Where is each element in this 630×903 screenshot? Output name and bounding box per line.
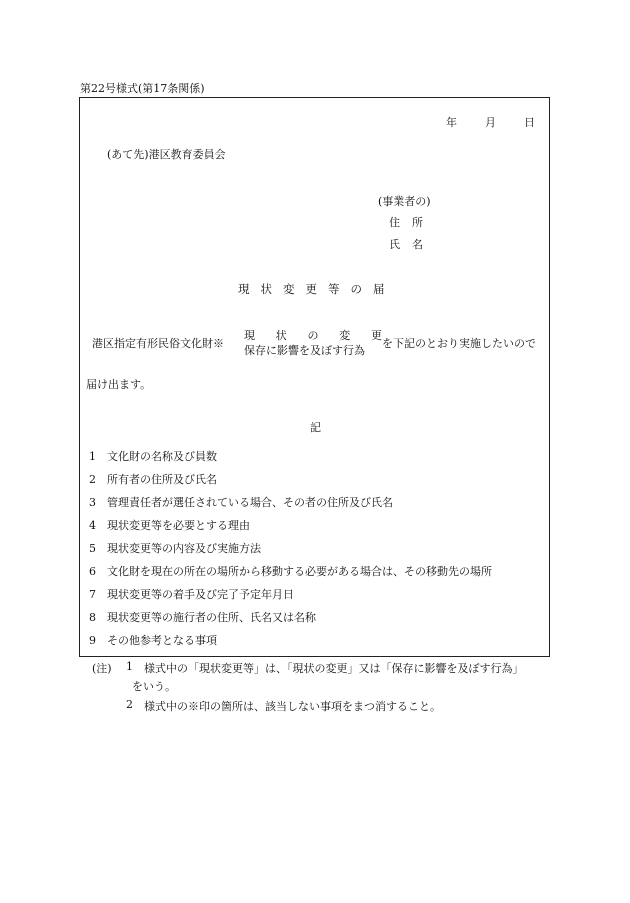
list-item: 9 その他参考となる事項 bbox=[89, 634, 217, 647]
date-year: 年 bbox=[446, 116, 457, 129]
list-item: 4 現状変更等を必要とする理由 bbox=[89, 519, 250, 532]
option-preservation-act: 保存に影響を及ぼす行為 bbox=[244, 344, 365, 357]
list-item: 1 文化財の名称及び員数 bbox=[89, 450, 217, 463]
list-item: 3 管理責任者が選任されている場合、その者の住所及び氏名 bbox=[89, 496, 393, 509]
list-item: 7 現状変更等の着手及び完了予定年月日 bbox=[89, 588, 294, 601]
note-2-number: 2 bbox=[126, 698, 133, 711]
submitter-heading: (事業者の) bbox=[378, 195, 431, 208]
note-1-number: 1 bbox=[126, 660, 133, 673]
body-prefix: 港区指定有形民俗文化財※ bbox=[92, 337, 224, 350]
form-number-label: 第22号様式(第17条関係) bbox=[80, 82, 205, 95]
document-title: 現状変更等の届 bbox=[238, 282, 396, 296]
ki-heading: 記 bbox=[310, 421, 321, 434]
note-2-text: 様式中の※印の箇所は、該当しない事項をまつ消すること。 bbox=[144, 700, 441, 713]
notes-label: (注) bbox=[92, 662, 112, 675]
submitter-name-label: 氏名 bbox=[389, 238, 435, 251]
option-current-change: 現 状 の 変 更 bbox=[244, 329, 382, 342]
submitter-address-label: 住所 bbox=[389, 216, 435, 229]
note-1-line-1: 様式中の「現状変更等」は、「現状の変更」又は「保存に影響を及ぼす行為」 bbox=[144, 662, 524, 675]
note-1-line-2: をいう。 bbox=[132, 680, 176, 693]
list-item: 5 現状変更等の内容及び実施方法 bbox=[89, 542, 261, 555]
body-suffix: を下記のとおり実施したいので bbox=[382, 337, 536, 350]
body-line-2: 届け出ます。 bbox=[86, 378, 152, 391]
date-month: 月 bbox=[485, 116, 496, 129]
list-item: 6 文化財を現在の所在の場所から移動する必要がある場合は、その移動先の場所 bbox=[89, 565, 492, 578]
list-item: 8 現状変更等の施行者の住所、氏名又は名称 bbox=[89, 611, 316, 624]
date-line bbox=[446, 114, 535, 130]
form-box bbox=[79, 97, 550, 657]
date-day: 日 bbox=[524, 116, 535, 129]
addressee: (あて先)港区教育委員会 bbox=[107, 148, 226, 161]
list-item: 2 所有者の住所及び氏名 bbox=[89, 473, 217, 486]
